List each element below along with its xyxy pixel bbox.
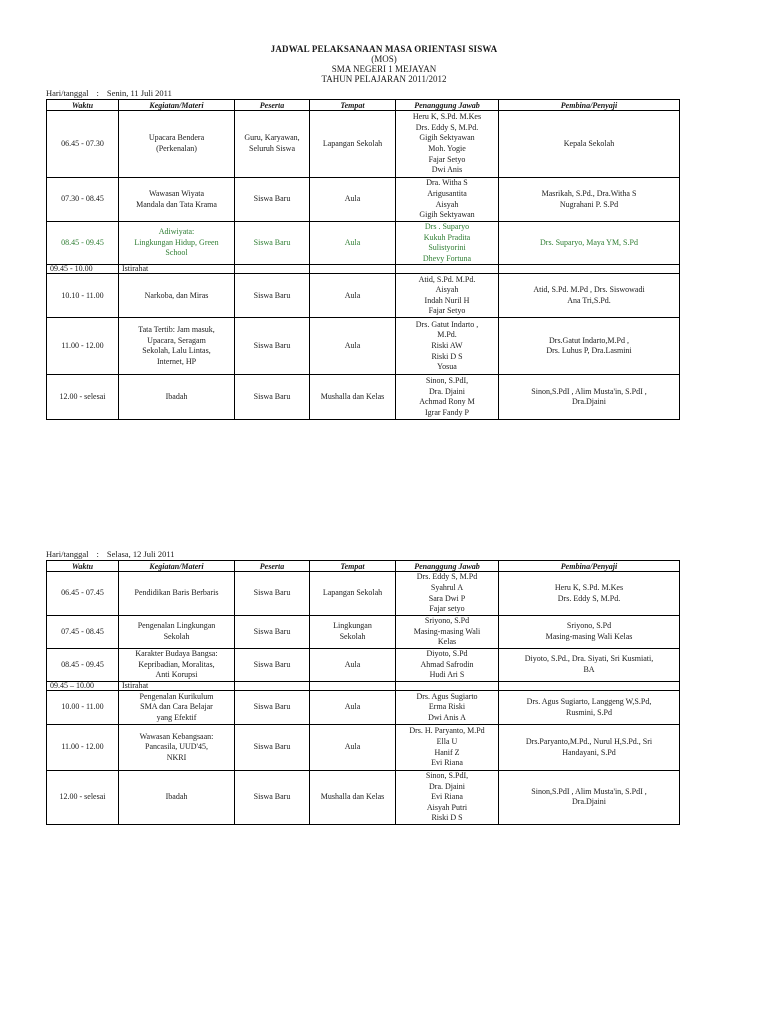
cell-peserta <box>235 682 310 691</box>
cell-kegiatan-text: Narkoba, dan Miras <box>144 290 209 300</box>
cell-pembina <box>499 274 680 318</box>
cell-pembina-text: Heru K, S.Pd. M.Kes Drs. Eddy S, M.Pd. <box>554 582 624 603</box>
cell-waktu-text: 06.45 - 07.30 <box>61 138 104 148</box>
cell-kegiatan-text: Karakter Budaya Bangsa: Kepribadian, Moralitas, Anti Korupsi <box>135 649 218 680</box>
cell-peserta <box>235 572 310 616</box>
cell-penanggung-jawab <box>396 725 499 771</box>
cell-penanggung-jawab <box>396 222 499 265</box>
cell-kegiatan-text: Wawasan Wiyata Mandala dan Tata Krama <box>136 188 217 209</box>
cell-kegiatan <box>119 318 235 375</box>
cell-waktu-text: 11.00 - 12.00 <box>61 742 104 752</box>
cell-penanggung-jawab-text: Sinon, S.PdI, Dra. Djaini Achmad Rony M Igrar Fandy P <box>419 376 475 417</box>
cell-penanggung-jawab <box>396 649 499 682</box>
table-row <box>47 725 680 771</box>
cell-tempat <box>310 111 396 178</box>
day1-date-line <box>46 88 172 98</box>
cell-peserta <box>235 375 310 420</box>
cell-peserta <box>235 649 310 682</box>
cell-peserta <box>235 616 310 649</box>
cell-kegiatan-text: Pengenalan Lingkungan Sekolah <box>137 621 216 641</box>
col-header-peserta: Peserta <box>235 100 310 111</box>
day2-date-sep: : <box>96 549 99 559</box>
cell-waktu-text: 08.45 - 09.45 <box>61 237 104 247</box>
cell-tempat-text: Mushalla dan Kelas <box>320 392 385 402</box>
cell-penanggung-jawab <box>396 616 499 649</box>
cell-kegiatan-text: Istirahat <box>122 681 149 690</box>
cell-waktu <box>47 375 119 420</box>
cell-tempat <box>310 265 396 274</box>
schedule-table-day2 <box>46 560 680 825</box>
cell-kegiatan-text: Pendidikan Baris Berbaris <box>134 588 219 598</box>
cell-waktu-text: 08.45 - 09.45 <box>61 659 104 669</box>
day2-date-line <box>46 549 175 559</box>
cell-peserta-text: Siswa Baru <box>253 290 291 300</box>
cell-waktu-text: 07.45 - 08.45 <box>61 626 104 636</box>
table-row <box>47 178 680 222</box>
col-header-pembina: Pembina/Penyaji <box>499 561 680 572</box>
cell-pembina <box>499 572 680 616</box>
table-row <box>47 265 680 274</box>
cell-penanggung-jawab <box>396 771 499 825</box>
cell-waktu <box>47 682 119 691</box>
cell-peserta <box>235 771 310 825</box>
cell-penanggung-jawab <box>396 178 499 222</box>
cell-waktu <box>47 318 119 375</box>
cell-penanggung-jawab <box>396 265 499 274</box>
cell-tempat <box>310 375 396 420</box>
cell-pembina-text: Drs.Gatut Indarto,M.Pd , Drs. Luhus P, Dra.Lasmini <box>546 335 632 356</box>
table-row <box>47 111 680 178</box>
col-header-tempat: Tempat <box>310 561 396 572</box>
cell-tempat-text: Mushalla dan Kelas <box>320 792 385 802</box>
cell-penanggung-jawab-text: Drs. Gatut Indarto , M.Pd. Riski AW Riski D S Yosua <box>415 319 479 372</box>
schedule-table-day1 <box>46 99 680 420</box>
table-row <box>47 222 680 265</box>
cell-waktu <box>47 616 119 649</box>
cell-pembina <box>499 616 680 649</box>
cell-penanggung-jawab-text: Sinon, S.PdI, Dra. Djaini Evi Riana Aisyah Putri Riski D S <box>425 771 469 823</box>
cell-waktu-text: 09.45 - 10.00 <box>50 264 93 274</box>
cell-peserta-text: Siswa Baru <box>253 626 291 636</box>
cell-tempat <box>310 178 396 222</box>
cell-penanggung-jawab-text: Drs . Suparyo Kukuh Pradita Sulistyorini Dhevy Fortuna <box>422 222 472 263</box>
cell-peserta-text: Siswa Baru <box>253 194 291 204</box>
cell-waktu-text: 12.00 - selesai <box>59 392 106 402</box>
cell-penanggung-jawab <box>396 274 499 318</box>
day1-date-label: Hari/tanggal <box>46 88 89 98</box>
cell-penanggung-jawab <box>396 111 499 178</box>
cell-tempat <box>310 318 396 375</box>
day2-date-label: Hari/tanggal <box>46 549 89 559</box>
col-header-pembina: Pembina/Penyaji <box>499 100 680 111</box>
cell-tempat-text: Lingkungan Sekolah <box>333 621 372 641</box>
cell-pembina-text: Sriyono, S.Pd Masing-masing Wali Kelas <box>545 621 633 641</box>
cell-pembina-text: Masrikah, S.Pd., Dra.Witha S Nugrahani P. S.Pd <box>541 188 637 209</box>
cell-tempat-text: Aula <box>344 659 361 669</box>
cell-peserta-text: Guru, Karyawan, Seluruh Siswa <box>244 133 300 153</box>
cell-penanggung-jawab <box>396 682 499 691</box>
cell-peserta-text: Siswa Baru <box>253 237 291 247</box>
cell-tempat <box>310 725 396 771</box>
cell-tempat <box>310 222 396 265</box>
cell-penanggung-jawab-text: Diyoto, S.Pd Ahmad Safrodin Hudi Ari S <box>420 649 474 680</box>
cell-kegiatan-text: Tata Tertib: Jam masuk, Upacara, Seragam Sekolah, Lalu Lintas, Internet, HP <box>138 325 215 366</box>
cell-tempat-text: Lapangan Sekolah <box>322 138 383 148</box>
cell-tempat <box>310 572 396 616</box>
cell-waktu-text: 12.00 - selesai <box>59 792 106 802</box>
cell-tempat-text: Aula <box>344 194 361 204</box>
cell-waktu <box>47 111 119 178</box>
cell-kegiatan <box>119 572 235 616</box>
cell-kegiatan-text: Istirahat <box>122 264 149 274</box>
cell-waktu-text: 09.45 – 10.00 <box>50 681 94 690</box>
cell-waktu-text: 10.10 - 11.00 <box>61 290 104 300</box>
cell-pembina <box>499 222 680 265</box>
cell-waktu <box>47 222 119 265</box>
cell-kegiatan <box>119 178 235 222</box>
cell-pembina-text: Sinon,S.PdI , Alim Musta'in, S.PdI , Dra.Djaini <box>531 386 647 407</box>
col-header-kegiatan: Kegiatan/Materi <box>119 100 235 111</box>
table-row <box>47 649 680 682</box>
cell-peserta-text: Siswa Baru <box>253 341 291 351</box>
cell-waktu-text: 11.00 - 12.00 <box>61 341 104 351</box>
cell-kegiatan <box>119 649 235 682</box>
cell-waktu <box>47 572 119 616</box>
cell-pembina <box>499 318 680 375</box>
cell-peserta <box>235 274 310 318</box>
cell-waktu-text: 07.30 - 08.45 <box>61 194 104 204</box>
cell-waktu-text: 06.45 - 07.45 <box>61 588 104 598</box>
cell-pembina <box>499 178 680 222</box>
cell-tempat-text: Aula <box>344 742 361 752</box>
cell-kegiatan <box>119 222 235 265</box>
cell-penanggung-jawab-text: Drs. H. Paryanto, M.Pd Ella U Hanif Z Evi Riana <box>409 726 485 768</box>
day1-date-value: Senin, 11 Juli 2011 <box>106 88 172 98</box>
cell-pembina-text: Kepala Sekolah <box>563 138 615 148</box>
cell-peserta <box>235 222 310 265</box>
cell-peserta-text: Siswa Baru <box>253 659 291 669</box>
cell-penanggung-jawab <box>396 572 499 616</box>
cell-kegiatan-text: Wawasan Kebangsaan: Pancasila, UUD'45, NKRI <box>139 731 214 762</box>
cell-waktu <box>47 265 119 274</box>
cell-waktu <box>47 649 119 682</box>
cell-peserta <box>235 318 310 375</box>
cell-pembina-text: Drs. Agus Sugiarto, Langgeng W,S.Pd, Rusmini, S.Pd <box>526 696 652 717</box>
cell-kegiatan <box>119 265 235 274</box>
cell-pembina <box>499 649 680 682</box>
cell-tempat <box>310 274 396 318</box>
col-header-peserta: Peserta <box>235 561 310 572</box>
cell-kegiatan <box>119 682 235 691</box>
cell-kegiatan <box>119 274 235 318</box>
cell-waktu <box>47 771 119 825</box>
cell-penanggung-jawab <box>396 691 499 725</box>
cell-tempat <box>310 771 396 825</box>
cell-pembina-text: Atid, S.Pd. M.Pd , Drs. Siswowadi Ana Tri,S.Pd. <box>533 285 645 305</box>
cell-tempat-text: Aula <box>344 341 361 351</box>
cell-tempat <box>310 691 396 725</box>
col-header-waktu: Waktu <box>47 561 119 572</box>
cell-waktu <box>47 691 119 725</box>
cell-peserta-text: Siswa Baru <box>253 392 291 402</box>
cell-pembina <box>499 111 680 178</box>
cell-penanggung-jawab <box>396 375 499 420</box>
cell-kegiatan <box>119 725 235 771</box>
cell-kegiatan <box>119 375 235 420</box>
cell-kegiatan-text: Ibadah <box>165 392 188 402</box>
cell-tempat <box>310 682 396 691</box>
cell-peserta <box>235 265 310 274</box>
cell-penanggung-jawab-text: Sriyono, S.Pd Masing-masing Wali Kelas <box>413 616 481 647</box>
table-header-row <box>47 561 680 572</box>
cell-peserta <box>235 178 310 222</box>
cell-kegiatan-text: Adiwiyata: Lingkungan Hidup, Green School <box>134 227 219 258</box>
cell-penanggung-jawab-text: Drs. Eddy S, M.Pd Syahrul A Sara Dwi P Fajar setyo <box>416 572 478 614</box>
cell-kegiatan <box>119 691 235 725</box>
cell-tempat-text: Aula <box>344 237 361 247</box>
cell-kegiatan <box>119 771 235 825</box>
table-row <box>47 771 680 825</box>
col-header-waktu: Waktu <box>47 100 119 111</box>
cell-penanggung-jawab-text: Atid, S.Pd. M.Pd. Aisyah Indah Nuril H Fajar Setyo <box>418 274 476 316</box>
table-row <box>47 375 680 420</box>
cell-peserta-text: Siswa Baru <box>253 792 291 802</box>
cell-pembina <box>499 725 680 771</box>
title-line-4: TAHUN PELAJARAN 2011/2012 <box>321 74 447 84</box>
day2-date-value: Selasa, 12 Juli 2011 <box>106 549 175 559</box>
day1-date-sep: : <box>96 88 99 98</box>
cell-pembina <box>499 691 680 725</box>
document-title <box>0 44 768 84</box>
title-line-2: (MOS) <box>371 54 397 64</box>
cell-kegiatan <box>119 616 235 649</box>
cell-waktu <box>47 725 119 771</box>
cell-pembina-text: Sinon,S.PdI , Alim Musta'in, S.PdI , Dra.Djaini <box>531 786 647 807</box>
cell-tempat-text: Lapangan Sekolah <box>322 588 383 598</box>
cell-tempat-text: Aula <box>344 702 361 712</box>
cell-penanggung-jawab-text: Dra. Witha S Arigusantita Aisyah Gigih Sektyawan <box>419 178 475 220</box>
col-header-penanggung-jawab: Penanggung Jawab <box>396 100 499 111</box>
cell-penanggung-jawab <box>396 318 499 375</box>
title-line-3: SMA NEGERI 1 MEJAYAN <box>331 64 437 74</box>
cell-pembina-text: Drs.Paryanto,M.Pd., Nurul H,S.Pd., Sri Handayani, S.Pd <box>525 736 653 757</box>
table-row <box>47 616 680 649</box>
col-header-penanggung-jawab: Penanggung Jawab <box>396 561 499 572</box>
cell-peserta-text: Siswa Baru <box>253 702 291 712</box>
table-row <box>47 682 680 691</box>
col-header-tempat: Tempat <box>310 100 396 111</box>
cell-peserta-text: Siswa Baru <box>253 588 291 598</box>
cell-waktu <box>47 178 119 222</box>
cell-waktu <box>47 274 119 318</box>
cell-pembina <box>499 265 680 274</box>
cell-peserta-text: Siswa Baru <box>253 742 291 752</box>
table-header-row <box>47 100 680 111</box>
cell-pembina <box>499 375 680 420</box>
cell-tempat <box>310 649 396 682</box>
cell-peserta <box>235 725 310 771</box>
cell-tempat <box>310 616 396 649</box>
cell-kegiatan-text: Upacara Bendera (Perkenalan) <box>148 133 205 153</box>
cell-peserta <box>235 691 310 725</box>
cell-tempat-text: Aula <box>344 290 361 300</box>
cell-kegiatan-text: Ibadah <box>165 792 188 802</box>
cell-penanggung-jawab-text: Heru K, S.Pd. M.Kes Drs. Eddy S, M.Pd. Gigih Sektyawan Moh. Yogie Fajar Setyo Dwi Anis <box>412 112 482 175</box>
col-header-kegiatan: Kegiatan/Materi <box>119 561 235 572</box>
cell-pembina-text: Drs. Suparyo, Maya YM, S.Pd <box>540 237 638 247</box>
title-line-1: JADWAL PELAKSANAAN MASA ORIENTASI SISWA <box>270 44 498 54</box>
cell-waktu-text: 10.00 - 11.00 <box>61 702 104 712</box>
cell-peserta <box>235 111 310 178</box>
cell-kegiatan <box>119 111 235 178</box>
cell-kegiatan-text: Pengenalan Kurikulum SMA dan Cara Belajar yang Efektif <box>139 691 214 722</box>
table-row <box>47 274 680 318</box>
cell-pembina-text: Diyoto, S.Pd., Dra. Siyati, Sri Kusmiati, BA <box>524 654 654 674</box>
cell-penanggung-jawab-text: Drs. Agus Sugiarto Erma Riski Dwi Anis A <box>416 691 478 722</box>
cell-pembina <box>499 771 680 825</box>
table-row <box>47 318 680 375</box>
table-row <box>47 572 680 616</box>
table-row <box>47 691 680 725</box>
cell-pembina <box>499 682 680 691</box>
